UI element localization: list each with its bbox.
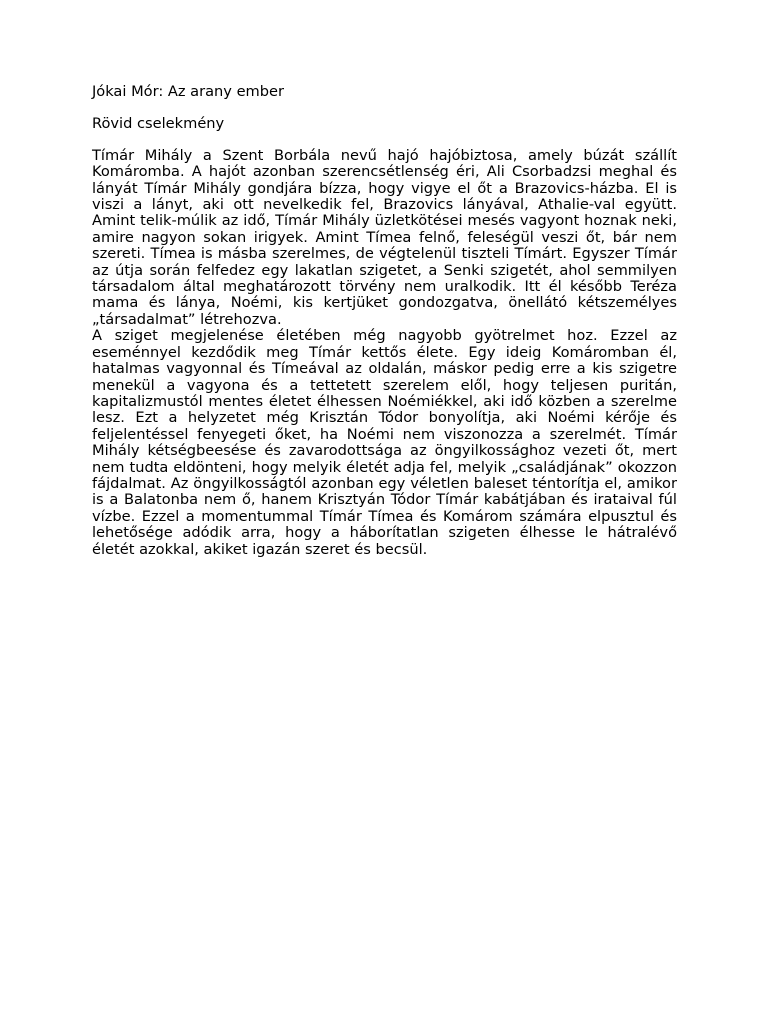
document-page — [92, 84, 677, 558]
document-title: Jókai Mór: Az arany ember — [92, 83, 285, 100]
paragraph-2: A sziget megjelenése életében még nagyobb gyötrelmet hoz. Ezzel az eseménnyel kezdődik meg Tímár kettős élete. Egy ideig Komáromban él, hatalmas vagyonnal és Tímeával az oldalán, máskor pedig erre a kis szigetre menekül a vagyona és a tettetett szerelem elől, hogy teljesen puritán, kapitalizmustól mentes életet élhessen Noémiékkel, aki idő közben a szerelme lesz. Ezt a helyzetet még Krisztán Tódor bonyolítja, aki Noémi kérője és feljelentéssel fenyegeti őket, ha Noémi nem viszonozza a szerelmét. Tímár Mihály kétségbeesése és zavarodottsága az öngyilkossághoz vezeti őt, mert nem tudta eldönteni, hogy melyik életét adja fel, melyik „családjának” okozzon fájdalmat. Az öngyilkosságtól azonban egy véletlen baleset téntorítja el, amikor is a Balatonba nem ő, hanem Krisztyán Tódor Tímár kabátjában és irataival fúl vízbe. Ezzel a momentummal Tímár Tímea és Komárom számára elpusztul és lehetősége adódik arra, hogy a háborítatlan szigeten élhesse le hátralévő életét azokkal, akiket igazán szeret és becsül. — [92, 327, 677, 558]
paragraph-1: Tímár Mihály a Szent Borbála nevű hajó hajóbiztosa, amely búzát szállít Komáromba. A hajót azonban szerencsétlenség éri, Ali Csorbadzsi meghal és lányát Tímár Mihály gondjára bízza, hogy vigye el őt a Brazovics-házba. El is viszi a lányt, aki ott nevelkedik fel, Brazovics lányával, Athalie-val együtt. Amint telik-múlik az idő, Tímár Mihály üzletkötései mesés vagyont hoznak neki, amire nagyon sokan irigyek. Amint Tímea felnő, feleségül veszi őt, bár nem szereti. Tímea is másba szerelmes, de végtelenül tiszteli Tímárt. Egyszer Tímár az útja során felfedez egy lakatlan szigetet, a Senki szigetét, ahol semmilyen társadalom által meghatározott törvény nem uralkodik. Itt él később Teréza mama és lánya, Noémi, kis kertjüket gondozgatva, önellátó kétszemélyes „társadalmat” létrehozva. — [92, 146, 677, 328]
document-subtitle: Rövid cselekmény — [92, 115, 225, 133]
